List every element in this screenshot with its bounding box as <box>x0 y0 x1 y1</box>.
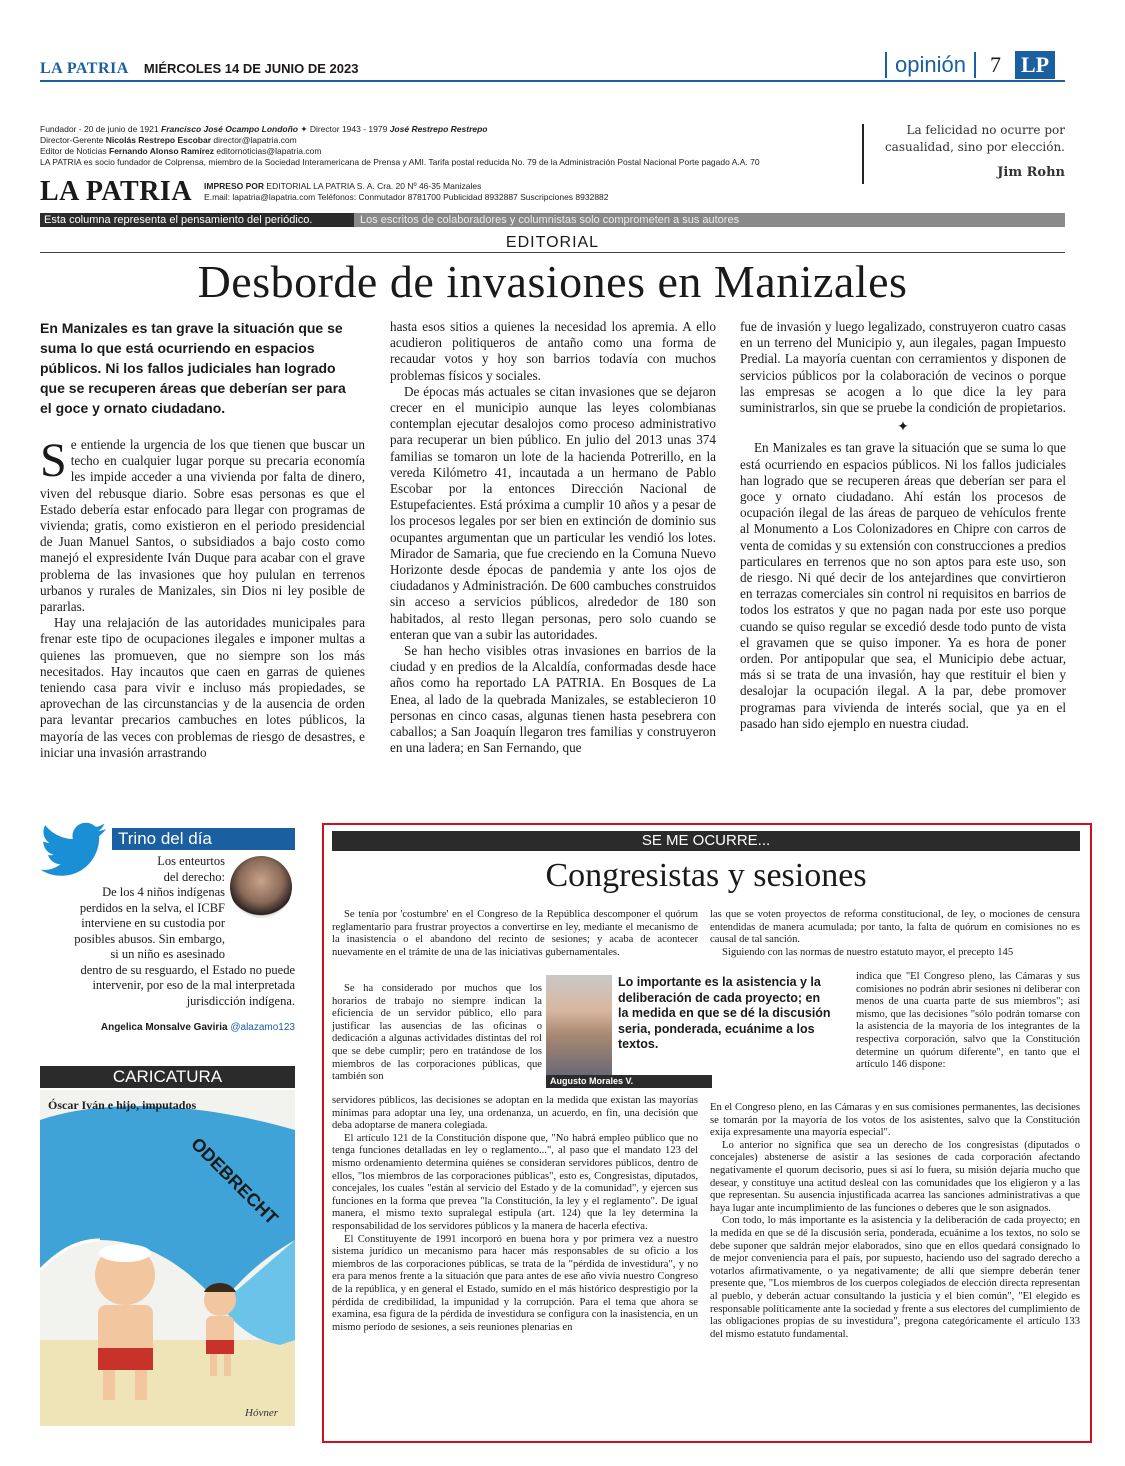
pull-quote: Lo importante es la asistencia y la deliberación de cada proyecto; en la medida en que se dé la discusión seria, ponderada, ecuánime a los textos. <box>618 975 831 1051</box>
editorial-lead: En Manizales es tan grave la situación que se suma lo que está ocurriendo en espacios públicos. Ni los fallos judiciales han logrado que se recuperen áreas que deberían ser para el goce y ornato ciudadano. <box>40 320 346 416</box>
paragraph: hasta esos sitios a quienes la necesidad los apremia. A ello acudieron politiqueros de antaño como una forma de recaudar votos y hoy son barrios todavía con muchos problemas físicos y sociales. <box>390 319 716 383</box>
paragraph: El Constituyente de 1991 incorporó en buena hora y por primera vez a nuestro sistema jurídico un mecanismo para hacer más responsables de su oficio a los miembros de las corporaciones públicas, se trata de la "pérdida de investidura", y no era para menos frente a la situación que para antes de ese año vivía nuestro Congreso de la república, y en general el Estado, sumido en el más histórico desprestigio por la pérdida de credibilidad, la impunidad y la corrupción. Para el tema que ahora se examina, esa figura de la pérdida de investidura se configura con la inasistencia, en un mismo período de sesiones, a seis reuniones plenarias en <box>332 1233 698 1333</box>
section-header <box>885 50 1055 80</box>
page-number: 7 <box>989 52 1001 77</box>
manager-name: Nicolás Restrepo Escobar <box>105 135 212 145</box>
paragraph <box>40 434 365 615</box>
tweet-line: intervenir, por eso de la mal interpretada <box>92 978 295 992</box>
caricature-title: CARICATURA <box>40 1066 295 1088</box>
tweet-line: perdidos en la selva, el ICBF <box>79 900 225 915</box>
founder-name: Francisco José Ocampo Londoño <box>161 124 298 134</box>
editorial-headline: Desborde de invasiones en Manizales <box>197 256 908 307</box>
quote-line-2: casualidad, sino por elección. <box>884 140 1065 154</box>
tweet-line: jurisdicción indígena. <box>186 993 295 1008</box>
kicker-rule <box>40 252 1065 253</box>
column-left-intro <box>332 909 698 959</box>
column-right-top <box>710 909 1080 959</box>
paragraph: Lo anterior no significa que sea un derecho de los congresistas (diputados o concejales) abstenerse de asistir a las sesiones de cada corporación afectando negativamente el quorum decisorio, pues si así lo fuera, su misión dejaría mucho que desear, y constituye una actitud desleal con las comunidades que los eligieron y a las que representan. Su ausencia injustificada acarrea las sanciones administrativas a que haya lugar ante incumplimiento de las funciones o deberes que le son asignados. <box>710 1139 1080 1214</box>
tweet-line: interviene en su custodia por <box>81 916 225 930</box>
caricature-drawing <box>40 1090 295 1426</box>
disclaimer-left: Esta columna representa el pensamiento del periódico. <box>40 213 354 227</box>
quote-line-1: La felicidad no ocurre por <box>906 123 1065 137</box>
paragraph: El artículo 121 de la Constitución dispone que, "No habrá empleo público que no tenga funciones detalladas en ley o reglamento...", al paso que el mandato 123 del mismo ordenamiento determina quiénes se consideran servidores públicos, dentro de ellos, "los miembros de las corporaciones públicas", esto es, Congresistas, diputados, concejales, los cuales "están al servicio del Estado y de la comunidad", y ejercen sus funciones en la forma que prevea "la Constitución, la ley y el reglamento". De igual manera, el mismo texto supralegal estipula (art. 124) que la ley determina la responsabilidad de los servidores públicos y la manera de hacerla efectiva. <box>332 1132 698 1232</box>
masthead-brand <box>40 58 358 78</box>
highlighted-column-box <box>322 823 1092 1443</box>
tweet-author <box>40 1022 295 1033</box>
paragraph: Con todo, lo más importante es la asistencia y la deliberación de cada proyecto; en la medida en que se dé la discusión seria, ponderada, ecuánime a los textos, no solo se debe suponer que saldrán mejor elaborados, sino que en ellos quedará consignado lo de mejor conveniencia para el país, por supuesto, haciendo uso del sagrado derecho a votarlos afirmativamente, o ya negativamente; de allí que siempre deberán tener presente que, "Los miembros de los cuerpos colegiados de elección directa representan al pueblo, y deberán actuar consultando la justicia y el bien común", "El elegido es responsable políticamente ante la sociedad y frente a sus electores del cumplimiento de las obligaciones propias de su investidura", pregona categóricamente el artículo 133 del mismo estatuto fundamental. <box>710 1215 1080 1340</box>
editorial-kicker: EDITORIAL <box>505 234 600 251</box>
disclaimer-right: Los escritos de colaboradores y columnistas solo comprometen a sus autores <box>354 213 1065 227</box>
tweet-text-bottom <box>40 947 295 1009</box>
brand-big: LA PATRIA <box>40 176 193 207</box>
disclaimer-bar <box>40 213 1065 227</box>
column-left-lower <box>332 1095 698 1334</box>
tweet-box <box>40 822 295 1052</box>
editorial-col-1 <box>40 434 365 761</box>
tweet-line: posibles abusos. Sin embargo, <box>74 931 225 946</box>
news-editor-email: editornoticias@lapatria.com <box>216 146 322 156</box>
paragraph-text: e entiende la urgencia de los que tienen que buscar un techo en cualquier lugar porque su precaria economía les impide acceder a una vivienda por falta de dinero, viven del rebusque diario. Sobre esas personas es que el Estado debería estar enfocado para llegar con programas de vivienda; gratis, como existieron en el periodo presidencial de Juan Manuel Santos, o subsidiados a bajo costo como manejó el expresidente Iván Duque para acabar con el grave problema de las invasiones que hoy pululan en terrenos urbanos y rurales de Manizales, sin Dios ni ley posible de pararlas. <box>40 437 365 615</box>
credits-block <box>40 124 830 168</box>
credits-line-1 <box>40 124 830 135</box>
manager-label: Director-Gerente <box>40 135 104 145</box>
printed-by-label: IMPRESO POR <box>204 181 265 191</box>
paragraph: Hay una relajación de las autoridades municipales para frenar este tipo de ocupaciones ilegales e imponer multas a quienes las promueven, que no siempre son los más necesitados. Hay incautos que caen en garras de quienes teniendo casa para vivir e incluso más propiedades, se aprovechan de las circunstancias y de la ausencia de orden para levantar precarios cambuches en lotes públicos, la mayoría de las veces con problemas de riesgo de desastres, e iniciar una invasión arrastrando <box>40 615 365 760</box>
avatar <box>230 856 292 918</box>
header-rule <box>40 80 1065 82</box>
tweet-line: dentro de su resguardo, el Estado no puede <box>80 962 295 977</box>
director-name: José Restrepo Restrepo <box>389 124 488 134</box>
credits-line-3 <box>40 146 830 157</box>
contact-info: E.mail: lapatria@lapatria.com Teléfonos: Conmutador 8781700 Publicidad 8932887 Suscripciones 8932882 <box>204 192 609 202</box>
divider <box>974 52 976 78</box>
caricature-image <box>40 1090 295 1426</box>
cartoonist-signature: Hóvner <box>245 1407 278 1419</box>
tweet-line: si un niño es asesinado <box>110 947 225 961</box>
paragraph: servidores públicos, las decisiones se adoptan en la medida que existan las mayorías mínimas para adoptar una ley, una ordenanza, un acuerdo, en fin, una decisión que deba adoptarse de manera colegiada. <box>332 1095 698 1132</box>
tweet-line: De los 4 niños indígenas <box>102 885 225 899</box>
diamond-icon: ✦ <box>897 420 909 436</box>
manager-email: director@lapatria.com <box>213 135 297 145</box>
diamond-icon: ✦ <box>300 124 310 134</box>
paragraph: Se tenía por 'costumbre' en el Congreso de la República descomponer el quórum reglamentario para frustrar proyectos a convertirse en ley, mediante el mecanismo de la inasistencia o el abandono del recinto de sesiones; y acaba de acontecer nuevamente en el trámite de una de las iniciativas gubernamentales. <box>332 909 698 958</box>
credits-line-4: LA PATRIA es socio fundador de Colprensa, miembro de la Sociedad Interamericana de Prensa y AMI. Tarifa postal reducida No. 79 de la Administración Postal Nacional Porte pagado A.A. 70 <box>40 157 760 167</box>
paragraph: Siguiendo con las normas de nuestro estatuto mayor, el precepto 145 <box>722 946 1014 958</box>
founded-date: Fundador - 20 de junio de 1921 <box>40 124 159 134</box>
column-headline: Congresistas y sesiones <box>545 857 867 894</box>
lp-logo: LP <box>1015 51 1055 79</box>
tweet-line: del derecho: <box>163 869 225 884</box>
printed-by: EDITORIAL LA PATRIA S. A. Cra. 20 Nº 46-35 Manizales <box>266 181 482 191</box>
tweet-text-top <box>40 854 225 947</box>
quote-divider <box>862 124 864 184</box>
issue-date: MIÉRCOLES 14 DE JUNIO DE 2023 <box>143 61 359 76</box>
credits-line-2 <box>40 135 830 146</box>
caricature-caption: Óscar Iván e hijo, imputados <box>48 1098 197 1112</box>
news-editor-name: Fernando Alonso Ramírez <box>109 146 215 156</box>
drop-cap: S <box>40 434 67 487</box>
print-info <box>40 176 609 208</box>
tweet-handle[interactable]: @alazamo123 <box>230 1022 295 1033</box>
column-kicker: SE ME OCURRE... <box>332 831 1080 851</box>
paragraph: indica que "El Congreso pleno, las Cámaras y sus comisiones no podrán abrir sesiones ni deliberar con menos de una cuarta parte de sus miembros"; así mismo, que las decisiones "sólo podrán tomarse con la asistencia de la mayoría de los integrantes de la respectiva corporación, salvo que la Constitución determine un quórum diferente", en tanto que el artículo 146 dispone: <box>856 971 1080 1071</box>
paragraph: fue de invasión y luego legalizado, construyeron cuatro casas en un terreno del Municipio y, aun ilegales, pagan Impuesto Predial. La mayoría cuentan con cerramientos y disponen de servicios públicos por la colaboración de vecinos o porque las empresas se acogen a lo que dice la ley para suministrarlos, sin que se pruebe la condición de propietarios. <box>740 319 1066 416</box>
tweet-title: Trino del día <box>112 828 295 850</box>
author-caption: Augusto Morales V. <box>546 1075 712 1088</box>
paragraph: Se ha considerado por muchos que los horarios de trabajo no siempre indican la eficiencia de un servidor público, ello para justificar las ausencias de las oficinas o dedicación a algunas actividades distintas del rol que se debe cumplir; pero en tratándose de los miembros de las corporaciones públicas, que también son <box>332 983 542 1083</box>
brand-small: LA PATRIA <box>40 60 129 77</box>
column-right-lower <box>710 1102 1080 1341</box>
director-period: Director 1943 - 1979 <box>309 124 388 134</box>
wave-text: ODEBRECHT <box>187 1133 282 1229</box>
daily-quote <box>870 122 1065 181</box>
tweet-line: Los enteurtos <box>157 854 225 868</box>
paragraph: En Manizales es tan grave la situación que se suma lo que está ocurriendo en espacios públicos. Ni los fallos judiciales han logrado que se recuperen áreas que deberían ser para el goce y ornato ciudadano. Ahí están los procesos de ocupación ilegal de las áreas de parqueo de vehículos frente al Monumento a Los Colonizadores en Chipre con carros de venta de comidas y su extensión con construcciones a predios particulares en terrenos que no son aptos para este uso, son de riesgo. Ni qué decir de los antejardines que convirtieron en terrazas comerciales sin control ni requisitos en barrios de todos los estratos y que no pagan nada por este uso porque cuando se quiso regular se excedió desde todo punto de vista el gravamen que se quiso imponer. Ya es hora de poner orden. Por antipopular que sea, el Municipio debe actuar, más si se trata de una invasión, hay que restituir el bien y desalojar la ocupación ilegal. A la par, debe promover programas para vivienda de interés social, que ya en el pasado han sido ejemplo en nuestra ciudad. <box>740 440 1066 731</box>
editorial-col-3 <box>740 319 1066 732</box>
author-photo <box>546 975 612 1075</box>
paragraph: De épocas más actuales se citan invasiones que se dejaron crecer en el municipio aunque las leyes colombianas contemplan ejecutar desalojos como proceso administrativo para recuperar un bien público. En julio del 2013 unas 374 familias se tomaron un lote de la hacienda Potrerillo, en la vereda Kilómetro 41, incautada a un hermano de Pablo Escobar por la entonces Dirección Nacional de Estupefacientes. Está próxima a cumplir 10 años y a pesar de los procesos legales por ser bien en extinción de dominio sus ocupantes argumentan que un particular les vendió los lotes. Mirador de Samaria, que fue creciendo en la Comuna Nuevo Horizonte desde épocas de pandemia y ante los ojos de ciudadanos y Administración. De 600 cambuches construidos sin acceso a servicios públicos, alrededor de 180 son habitados, al resto llegan personas, pero solo cuando se enteran que van a subir las autoridades. <box>390 383 716 642</box>
paragraph: las que se voten proyectos de reforma constitucional, de ley, o mociones de censura entendidas de manera acumulada; por tanto, la falta de quórum en comisiones no es causal de tal sanción. <box>710 909 1080 946</box>
tweet-author-name: Angelica Monsalve Gaviria <box>100 1022 228 1033</box>
section-name: opinión <box>895 52 966 77</box>
column-left-narrow <box>332 983 542 1084</box>
paragraph: Se han hecho visibles otras invasiones en barrios de la ciudad y en predios de la Alcaldía, conformadas desde hace años como ha reportado LA PATRIA. En Bosques de La Enea, al lado de la quebrada Manizales, se establecieron 10 personas en cinco casas, algunas tienen hasta pesebrera con caballos; a San Joaquín llegaron tres familias y construyeron en una ladera; en San Fernando, que <box>390 643 716 756</box>
column-right-narrow <box>856 971 1080 1072</box>
news-editor-label: Editor de Noticias <box>40 146 107 156</box>
quote-author: Jim Rohn <box>997 165 1065 180</box>
editorial-col-2 <box>390 319 716 756</box>
divider <box>885 52 887 78</box>
paragraph: En el Congreso pleno, en las Cámaras y en sus comisiones permanentes, las decisiones se tomarán por la mayoría de los votos de los asistentes, salvo que la Constitución exija expresamente una mayoría especial". <box>710 1102 1080 1139</box>
